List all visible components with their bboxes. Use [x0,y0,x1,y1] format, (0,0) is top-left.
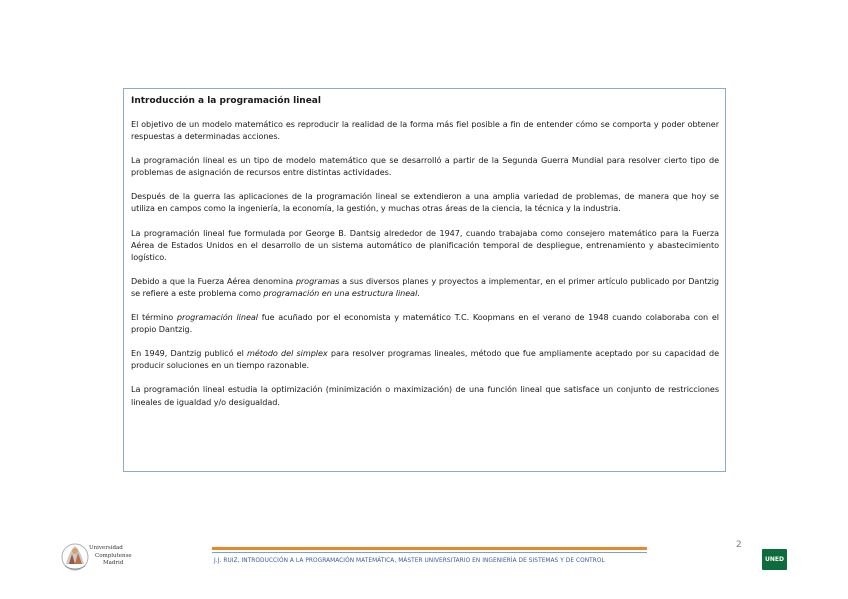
uned-logo: UNED [762,549,787,570]
italic-term: programación lineal [176,312,258,323]
text-run: fue acuñado por el economista y matemático T.C. Koopmans en el verano de 1948 cuando colaboraba con el propio Dantzig. [131,312,719,335]
content-box [123,88,726,472]
text-run: En 1949, Dantzig publicó el [131,348,248,359]
text-run: . [417,287,420,298]
paragraph [131,190,719,214]
ucm-crest-icon [60,540,90,574]
ucm-line: Universidad [89,545,123,551]
paragraph [131,347,719,371]
paragraph [131,275,719,299]
italic-term: método del simplex [247,348,328,359]
text-run: Después de la guerra las aplicaciones de la programación lineal se extendieron a una amplia variedad de problemas, de manera que hoy se utiliza en campos como la ingeniería, la economía, la gestión, y muchas otras áreas de la ciencia, la técnica y la industria. [131,191,719,214]
text-run: a sus diversos planes y proyectos a implementar, en el primer artículo publicado por Dantzig se refiere a este problema como [131,275,719,298]
paragraph [131,154,719,178]
text-run: La programación lineal es un tipo de modelo matemático que se desarrolló a partir de la Segunda Guerra Mundial para resolver cierto tipo de problemas de asignación de recursos entre distintas actividades. [131,155,719,178]
text-run: El término [131,312,177,323]
paragraph [131,118,719,142]
footer-orange-bar [212,547,647,550]
footer-blue-bar [212,552,647,553]
paragraph [131,227,719,263]
text-run: La programación lineal fue formulada por George B. Dantsig alrededor de 1947, cuando trabajaba como consejero matemático para la Fuerza Aérea de Estados Unidos en el desarrollo de un sistema automático de planificación temporal de despliegue, entrenamiento y abastecimiento logístico. [131,227,719,262]
footer-divider [212,547,647,553]
ucm-line: Complutense [95,552,132,559]
page-number: 2 [736,540,742,550]
paragraph [131,311,719,335]
paragraph-list [131,118,719,408]
italic-term: programación en una estructura lineal [263,287,418,298]
text-run: El objetivo de un modelo matemático es reproducir la realidad de la forma más fiel posible a fin de entender cómo se comporta y poder obtener respuestas a determinadas acciones. [131,119,719,142]
paragraph [131,383,719,407]
italic-term: programas [295,275,340,286]
text-run: Debido a que la Fuerza Aérea denomina [131,275,296,286]
footer-text: J.J. RUIZ, INTRODUCCIÓN A LA PROGRAMACIÓN MATEMÁTICA, MÁSTER UNIVERSITARIO EN INGENIERÍA DE SISTEMAS Y DE CONTROL [214,558,605,564]
ucm-wordmark [89,545,132,568]
text-run: La programación lineal estudia la optimización (minimización o maximización) de una función lineal que satisface un conjunto de restricciones lineales de igualdad y/o desigualdad. [131,384,719,407]
ucm-line: Madrid [103,560,124,566]
document-title: Introducción a la programación lineal [131,96,321,106]
text-run: para resolver programas lineales, método que fue ampliamente aceptado por su capacidad de producir soluciones en un tiempo razonable. [131,348,719,371]
